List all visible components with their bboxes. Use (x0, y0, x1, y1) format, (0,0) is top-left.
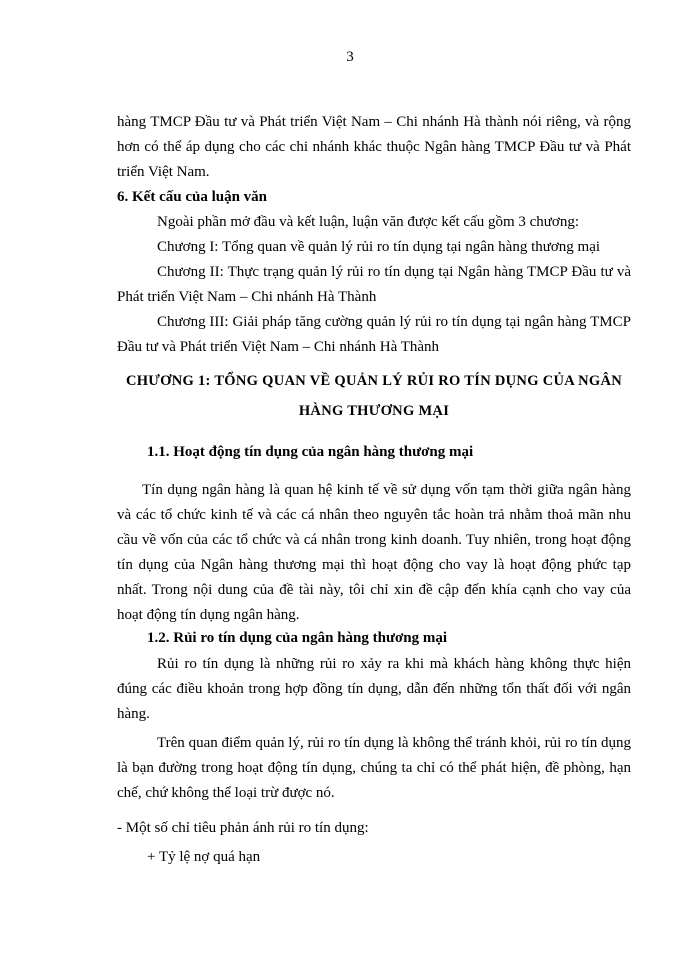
section-1-2-para-1: Rủi ro tín dụng là những rủi ro xảy ra khi mà khách hàng không thực hiện đúng các điều khoản trong hợp đồng tín dụng, dẫn đến những tổn thất đối với ngân hàng. (117, 656, 631, 722)
section-1-2-heading: 1.2. Rủi ro tín dụng của ngân hàng thương mại (147, 630, 448, 646)
chapter-title (117, 366, 631, 426)
chapter-3-summary: Chương III: Giải pháp tăng cường quản lý rủi ro tín dụng tại ngân hàng TMCP Đầu tư và Phát triển Việt Nam – Chi nhánh Hà Thành (117, 314, 631, 355)
indicator-item: + Tỷ lệ nợ quá hạn (147, 849, 261, 865)
section-1-2-heading-wrap (147, 626, 631, 651)
section-1-1-body: Tín dụng ngân hàng là quan hệ kinh tế về sử dụng vốn tạm thời giữa ngân hàng và các tổ chức kinh tế và các cá nhân theo nguyên tắc hoàn trả nhằm thoả mãn nhu cầu về vốn của các tổ chức và cá nhân trong kinh doanh. Tuy nhiên, trong hoạt động tín dụng của Ngân hàng thương mại thì hoạt động cho vay là hoạt động phức tạp nhất. Trong nội dung của đề tài này, tôi chỉ xin đề cập đến khía cạnh cho vay của hoạt động tín dụng ngân hàng. (117, 482, 631, 623)
chapter-2-summary: Chương II: Thực trạng quản lý rủi ro tín dụng tại Ngân hàng TMCP Đầu tư và Phát triển Việt Nam – Chi nhánh Hà Thành (117, 264, 631, 305)
chapter-title-line-2: HÀNG THƯƠNG MẠI (298, 403, 450, 419)
section-1-1-heading-wrap (147, 440, 631, 465)
intro-paragraph: hàng TMCP Đầu tư và Phát triển Việt Nam – Chi nhánh Hà thành nói riêng, và rộng hơn có thể áp dụng cho các chi nhánh khác thuộc Ngân hàng TMCP Đầu tư và Phát triển Việt Nam. (117, 114, 631, 180)
chapter-title-line-1: CHƯƠNG 1: TỔNG QUAN VỀ QUẢN LÝ RỦI RO TÍN DỤNG CỦA NGÂN (125, 373, 623, 389)
section-1-2-para-2: Trên quan điểm quản lý, rủi ro tín dụng là không thể tránh khỏi, rủi ro tín dụng là bạn đường trong hoạt động tín dụng, chúng ta chỉ có thể phát hiện, đề phòng, hạn chế, chứ không thể loại trừ được nó. (117, 735, 631, 801)
section-6-intro: Ngoài phần mở đầu và kết luận, luận văn được kết cấu gồm 3 chương: (157, 214, 580, 230)
section-1-2-para-2-wrap (117, 731, 631, 806)
section-1-1-body-wrap (117, 478, 631, 628)
section-1-1-heading: 1.1. Hoạt động tín dụng của ngân hàng thương mại (147, 444, 474, 460)
section-6-heading: 6. Kết cấu của luận văn (117, 189, 268, 205)
page-number: 3 (346, 49, 354, 65)
intro-continuation (117, 110, 631, 185)
section-6 (117, 185, 631, 360)
chapter-1-summary: Chương I: Tổng quan về quản lý rủi ro tín dụng tại ngân hàng thương mại (157, 239, 601, 255)
indicators-label: - Một số chỉ tiêu phản ánh rủi ro tín dụng: (117, 820, 369, 836)
section-1-2-para-1-wrap (117, 652, 631, 727)
